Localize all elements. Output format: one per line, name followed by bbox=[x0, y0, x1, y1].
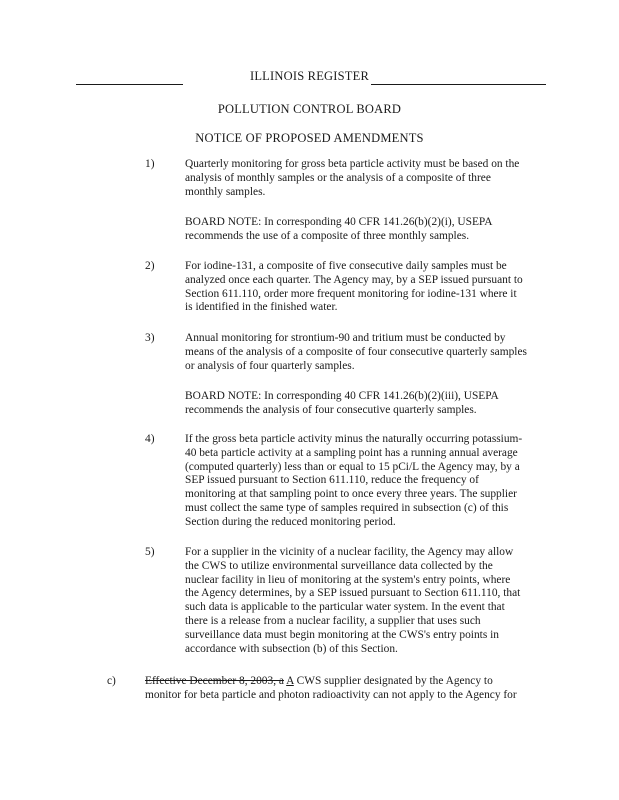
text-line: the CWS to utilize environmental surveillance data collected by the bbox=[185, 559, 493, 572]
text-line: means of the analysis of a composite of four consecutive quarterly samples bbox=[185, 345, 527, 358]
text-line: recommends the use of a composite of three monthly samples. bbox=[185, 229, 470, 242]
text-line: must collect the same type of samples required in subsection (c) of this bbox=[185, 501, 509, 514]
text-line: BOARD NOTE: In corresponding 40 CFR 141.26(b)(2)(iii), USEPA bbox=[185, 390, 499, 402]
text-line: is identified in the finished water. bbox=[185, 301, 338, 314]
text-line: nuclear facility in lieu of monitoring at the system's entry points, where bbox=[185, 573, 511, 586]
text-line: analysis of monthly samples or the analysis of a composite of three bbox=[185, 171, 491, 184]
text-line: monthly samples. bbox=[185, 185, 266, 198]
text-line bbox=[145, 675, 517, 689]
text-line: For iodine-131, a composite of five consecutive daily samples must be bbox=[185, 260, 507, 272]
text-line: recommends the analysis of four consecutive quarterly samples. bbox=[185, 403, 477, 416]
text-segment: CWS supplier designated by the Agency to bbox=[293, 675, 493, 687]
text-line: surveillance data must begin monitoring at the CWS's entry points in bbox=[185, 628, 499, 641]
text-line: monitor for beta particle and photon radioactivity can not apply to the Agency for bbox=[145, 688, 517, 701]
board-name: POLLUTION CONTROL BOARD bbox=[217, 102, 402, 116]
text-line: or analysis of four quarterly samples. bbox=[185, 359, 355, 372]
text-line: accordance with subsection (b) of this Section. bbox=[185, 642, 398, 655]
item-marker: 5) bbox=[145, 546, 155, 558]
paragraph-item-1 bbox=[185, 158, 519, 199]
item-marker: 1) bbox=[145, 158, 155, 170]
paragraph-item-4 bbox=[185, 433, 522, 530]
header-rule-right bbox=[371, 84, 546, 85]
text-line: SEP issued pursuant to Section 611.110, reduce the frequency of bbox=[185, 474, 479, 487]
text-line: Section during the reduced monitoring period. bbox=[185, 515, 396, 528]
text-line: Annual monitoring for strontium-90 and tritium must be conducted by bbox=[185, 332, 506, 344]
section-marker: c) bbox=[107, 675, 116, 687]
board-note-2 bbox=[185, 390, 499, 418]
text-line: the Agency determines, by a SEP issued pursuant to Section 611.110, that bbox=[185, 587, 521, 600]
item-marker: 3) bbox=[145, 332, 155, 344]
text-line: 40 beta particle activity at a sampling point has a running annual average bbox=[185, 446, 518, 459]
text-line: BOARD NOTE: In corresponding 40 CFR 141.26(b)(2)(i), USEPA bbox=[185, 216, 493, 228]
item-marker: 2) bbox=[145, 260, 155, 272]
item-marker: 4) bbox=[145, 433, 155, 445]
text-line: If the gross beta particle activity minus the naturally occurring potassium- bbox=[185, 433, 523, 445]
notice-title: NOTICE OF PROPOSED AMENDMENTS bbox=[195, 131, 424, 145]
inserted-text: A bbox=[286, 675, 294, 687]
text-line: such data is applicable to the particular water system. In the event that bbox=[185, 601, 505, 614]
paragraph-item-3 bbox=[185, 332, 527, 373]
register-title: ILLINOIS REGISTER bbox=[249, 69, 369, 83]
board-note-1 bbox=[185, 216, 492, 244]
text-line: (computed quarterly) less than or equal to 15 pCi/L the Agency may, by a bbox=[185, 460, 520, 473]
text-line: there is a release from a nuclear facility, a supplier that uses such bbox=[185, 614, 481, 627]
struck-text: Effective December 8, 2003, a bbox=[145, 675, 284, 687]
header-rule-left bbox=[76, 84, 183, 85]
text-line: For a supplier in the vicinity of a nuclear facility, the Agency may allow bbox=[185, 546, 514, 558]
text-line: analyzed once each quarter. The Agency may, by a SEP issued pursuant to bbox=[185, 273, 523, 286]
text-line: Section 611.110, order more frequent monitoring for iodine-131 where it bbox=[185, 287, 517, 300]
paragraph-section-c bbox=[145, 675, 517, 703]
text-line: monitoring at that sampling point to once every three years. The supplier bbox=[185, 488, 517, 501]
text-line: Quarterly monitoring for gross beta particle activity must be based on the bbox=[185, 158, 520, 170]
paragraph-item-2 bbox=[185, 260, 523, 315]
paragraph-item-5 bbox=[185, 546, 520, 656]
